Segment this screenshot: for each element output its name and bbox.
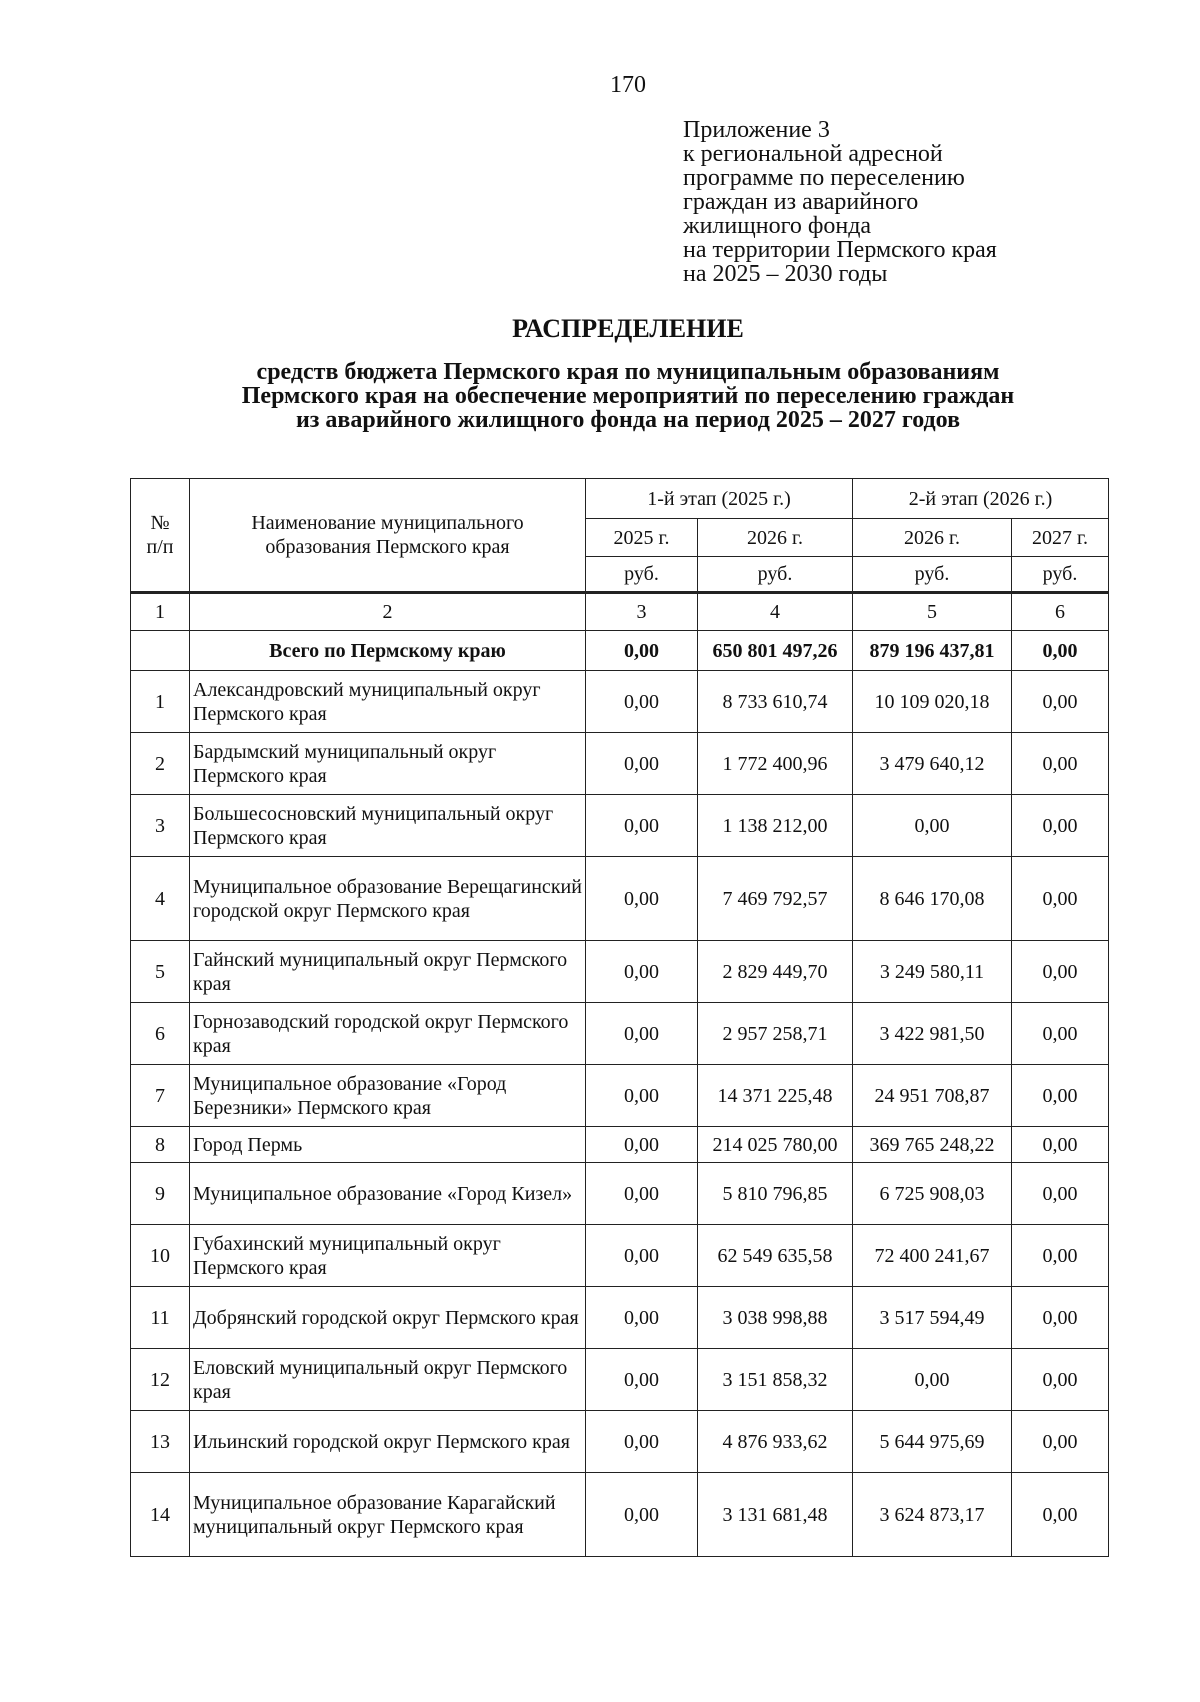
amount-cell: 0,00 (1012, 857, 1109, 941)
amount-cell: 0,00 (586, 733, 698, 795)
distribution-table (130, 478, 1109, 1557)
amount-cell: 3 131 681,48 (698, 1473, 853, 1557)
amount-cell: 0,00 (586, 857, 698, 941)
table-row (131, 857, 1109, 941)
amount-cell: 72 400 241,67 (853, 1225, 1012, 1287)
amount-cell: 0,00 (586, 1003, 698, 1065)
amount-cell: 0,00 (1012, 671, 1109, 733)
appendix-line: к региональной адресной (683, 141, 943, 167)
header-unit: руб. (698, 557, 853, 593)
document-title: РАСПРЕДЕЛЕНИЕ (512, 314, 744, 343)
amount-cell: 3 422 981,50 (853, 1003, 1012, 1065)
total-label: Всего по Пермскому краю (190, 631, 586, 671)
column-number: 4 (698, 593, 853, 631)
amount-cell: 1 772 400,96 (698, 733, 853, 795)
page-number: 170 (610, 72, 646, 98)
subtitle-line: средств бюджета Пермского края по муниципальным образованиям (256, 359, 1000, 385)
row-number: 11 (131, 1287, 190, 1349)
table-row (131, 1127, 1109, 1163)
amount-cell: 24 951 708,87 (853, 1065, 1012, 1127)
amount-cell: 0,00 (1012, 941, 1109, 1003)
row-number: 13 (131, 1411, 190, 1473)
amount-cell: 14 371 225,48 (698, 1065, 853, 1127)
amount-cell: 0,00 (1012, 1287, 1109, 1349)
table-row (131, 1003, 1109, 1065)
amount-cell: 2 829 449,70 (698, 941, 853, 1003)
appendix-line: на 2025 – 2030 годы (683, 261, 888, 287)
amount-cell: 3 479 640,12 (853, 733, 1012, 795)
table-row (131, 1225, 1109, 1287)
amount-cell: 62 549 635,58 (698, 1225, 853, 1287)
amount-cell: 369 765 248,22 (853, 1127, 1012, 1163)
table-row (131, 1349, 1109, 1411)
row-number: 14 (131, 1473, 190, 1557)
appendix-line: жилищного фонда (683, 213, 872, 239)
header-number-text: № п/п (146, 512, 174, 558)
column-numbers-row (131, 593, 1109, 631)
amount-cell: 3 038 998,88 (698, 1287, 853, 1349)
amount-cell: 0,00 (586, 1287, 698, 1349)
municipality-name: Александровский муниципальный округ Пермского края (190, 671, 586, 733)
appendix-line: на территории Пермского края (683, 237, 997, 263)
amount-cell: 0,00 (586, 1065, 698, 1127)
row-number: 12 (131, 1349, 190, 1411)
municipality-name: Еловский муниципальный округ Пермского края (190, 1349, 586, 1411)
appendix-line: программе по переселению (683, 165, 965, 191)
amount-cell: 0,00 (586, 795, 698, 857)
amount-cell: 4 876 933,62 (698, 1411, 853, 1473)
total-number (131, 631, 190, 671)
header-unit: руб. (586, 557, 698, 593)
municipality-name: Гайнский муниципальный округ Пермского края (190, 941, 586, 1003)
amount-cell: 5 810 796,85 (698, 1163, 853, 1225)
header-year: 2026 г. (698, 519, 853, 557)
amount-cell: 0,00 (853, 1349, 1012, 1411)
column-number: 5 (853, 593, 1012, 631)
municipality-name: Муниципальное образование Верещагинский городской округ Пермского края (190, 857, 586, 941)
row-number: 4 (131, 857, 190, 941)
column-number: 2 (190, 593, 586, 631)
row-number: 5 (131, 941, 190, 1003)
total-value: 650 801 497,26 (698, 631, 853, 671)
amount-cell: 0,00 (586, 1349, 698, 1411)
table-row (131, 1473, 1109, 1557)
municipality-name: Муниципальное образование «Город Кизел» (190, 1163, 586, 1225)
subtitle-line: из аварийного жилищного фонда на период 2025 – 2027 годов (295, 407, 961, 433)
amount-cell: 0,00 (586, 671, 698, 733)
document-subtitle (100, 360, 1156, 432)
header-year: 2025 г. (586, 519, 698, 557)
column-number: 1 (131, 593, 190, 631)
table-row (131, 733, 1109, 795)
amount-cell: 1 138 212,00 (698, 795, 853, 857)
amount-cell: 2 957 258,71 (698, 1003, 853, 1065)
row-number: 10 (131, 1225, 190, 1287)
appendix-note (683, 118, 997, 286)
amount-cell: 0,00 (1012, 1163, 1109, 1225)
amount-cell: 0,00 (1012, 1127, 1109, 1163)
header-unit: руб. (1012, 557, 1109, 593)
amount-cell: 0,00 (1012, 1065, 1109, 1127)
total-value: 879 196 437,81 (853, 631, 1012, 671)
amount-cell: 0,00 (1012, 795, 1109, 857)
municipality-name: Муниципальное образование «Город Березники» Пермского края (190, 1065, 586, 1127)
amount-cell: 0,00 (586, 1127, 698, 1163)
amount-cell: 10 109 020,18 (853, 671, 1012, 733)
row-number: 1 (131, 671, 190, 733)
header-stage-1: 1-й этап (2025 г.) (586, 479, 853, 519)
municipality-name: Добрянский городской округ Пермского края (190, 1287, 586, 1349)
municipality-name: Большесосновский муниципальный округ Пермского края (190, 795, 586, 857)
row-number: 3 (131, 795, 190, 857)
amount-cell: 0,00 (1012, 1225, 1109, 1287)
table-row (131, 671, 1109, 733)
municipality-name: Город Пермь (190, 1127, 586, 1163)
amount-cell: 8 646 170,08 (853, 857, 1012, 941)
subtitle-line: Пермского края на обеспечение мероприятий по переселению граждан (241, 383, 1015, 409)
appendix-line: Приложение 3 (683, 117, 830, 143)
table-row (131, 941, 1109, 1003)
total-row (131, 631, 1109, 671)
municipality-name: Бардымский муниципальный округ Пермского края (190, 733, 586, 795)
column-number: 3 (586, 593, 698, 631)
header-unit: руб. (853, 557, 1012, 593)
amount-cell: 0,00 (586, 1163, 698, 1225)
table-row (131, 795, 1109, 857)
amount-cell: 8 733 610,74 (698, 671, 853, 733)
amount-cell: 0,00 (853, 795, 1012, 857)
municipality-name: Губахинский муниципальный округ Пермского края (190, 1225, 586, 1287)
amount-cell: 0,00 (1012, 1411, 1109, 1473)
row-number: 8 (131, 1127, 190, 1163)
header-year: 2026 г. (853, 519, 1012, 557)
header-year: 2027 г. (1012, 519, 1109, 557)
table-row (131, 1065, 1109, 1127)
total-value: 0,00 (586, 631, 698, 671)
table-row (131, 1411, 1109, 1473)
amount-cell: 0,00 (586, 1473, 698, 1557)
amount-cell: 3 624 873,17 (853, 1473, 1012, 1557)
amount-cell: 0,00 (1012, 733, 1109, 795)
municipality-name: Муниципальное образование Карагайский муниципальный округ Пермского края (190, 1473, 586, 1557)
header-name-text: Наименование муниципального образования Пермского края (251, 512, 524, 558)
appendix-line: граждан из аварийного (683, 189, 919, 215)
row-number: 9 (131, 1163, 190, 1225)
amount-cell: 3 249 580,11 (853, 941, 1012, 1003)
column-number: 6 (1012, 593, 1109, 631)
amount-cell: 3 517 594,49 (853, 1287, 1012, 1349)
amount-cell: 0,00 (1012, 1349, 1109, 1411)
amount-cell: 0,00 (586, 941, 698, 1003)
amount-cell: 3 151 858,32 (698, 1349, 853, 1411)
row-number: 2 (131, 733, 190, 795)
amount-cell: 214 025 780,00 (698, 1127, 853, 1163)
header-stage-2: 2-й этап (2026 г.) (853, 479, 1109, 519)
total-value: 0,00 (1012, 631, 1109, 671)
row-number: 6 (131, 1003, 190, 1065)
amount-cell: 0,00 (1012, 1003, 1109, 1065)
header-name (190, 479, 586, 593)
amount-cell: 0,00 (1012, 1473, 1109, 1557)
amount-cell: 0,00 (586, 1225, 698, 1287)
amount-cell: 0,00 (586, 1411, 698, 1473)
municipality-name: Ильинский городской округ Пермского края (190, 1411, 586, 1473)
table-row (131, 1287, 1109, 1349)
amount-cell: 7 469 792,57 (698, 857, 853, 941)
row-number: 7 (131, 1065, 190, 1127)
amount-cell: 6 725 908,03 (853, 1163, 1012, 1225)
header-number (131, 479, 190, 593)
amount-cell: 5 644 975,69 (853, 1411, 1012, 1473)
municipality-name: Горнозаводский городской округ Пермского края (190, 1003, 586, 1065)
table-row (131, 1163, 1109, 1225)
